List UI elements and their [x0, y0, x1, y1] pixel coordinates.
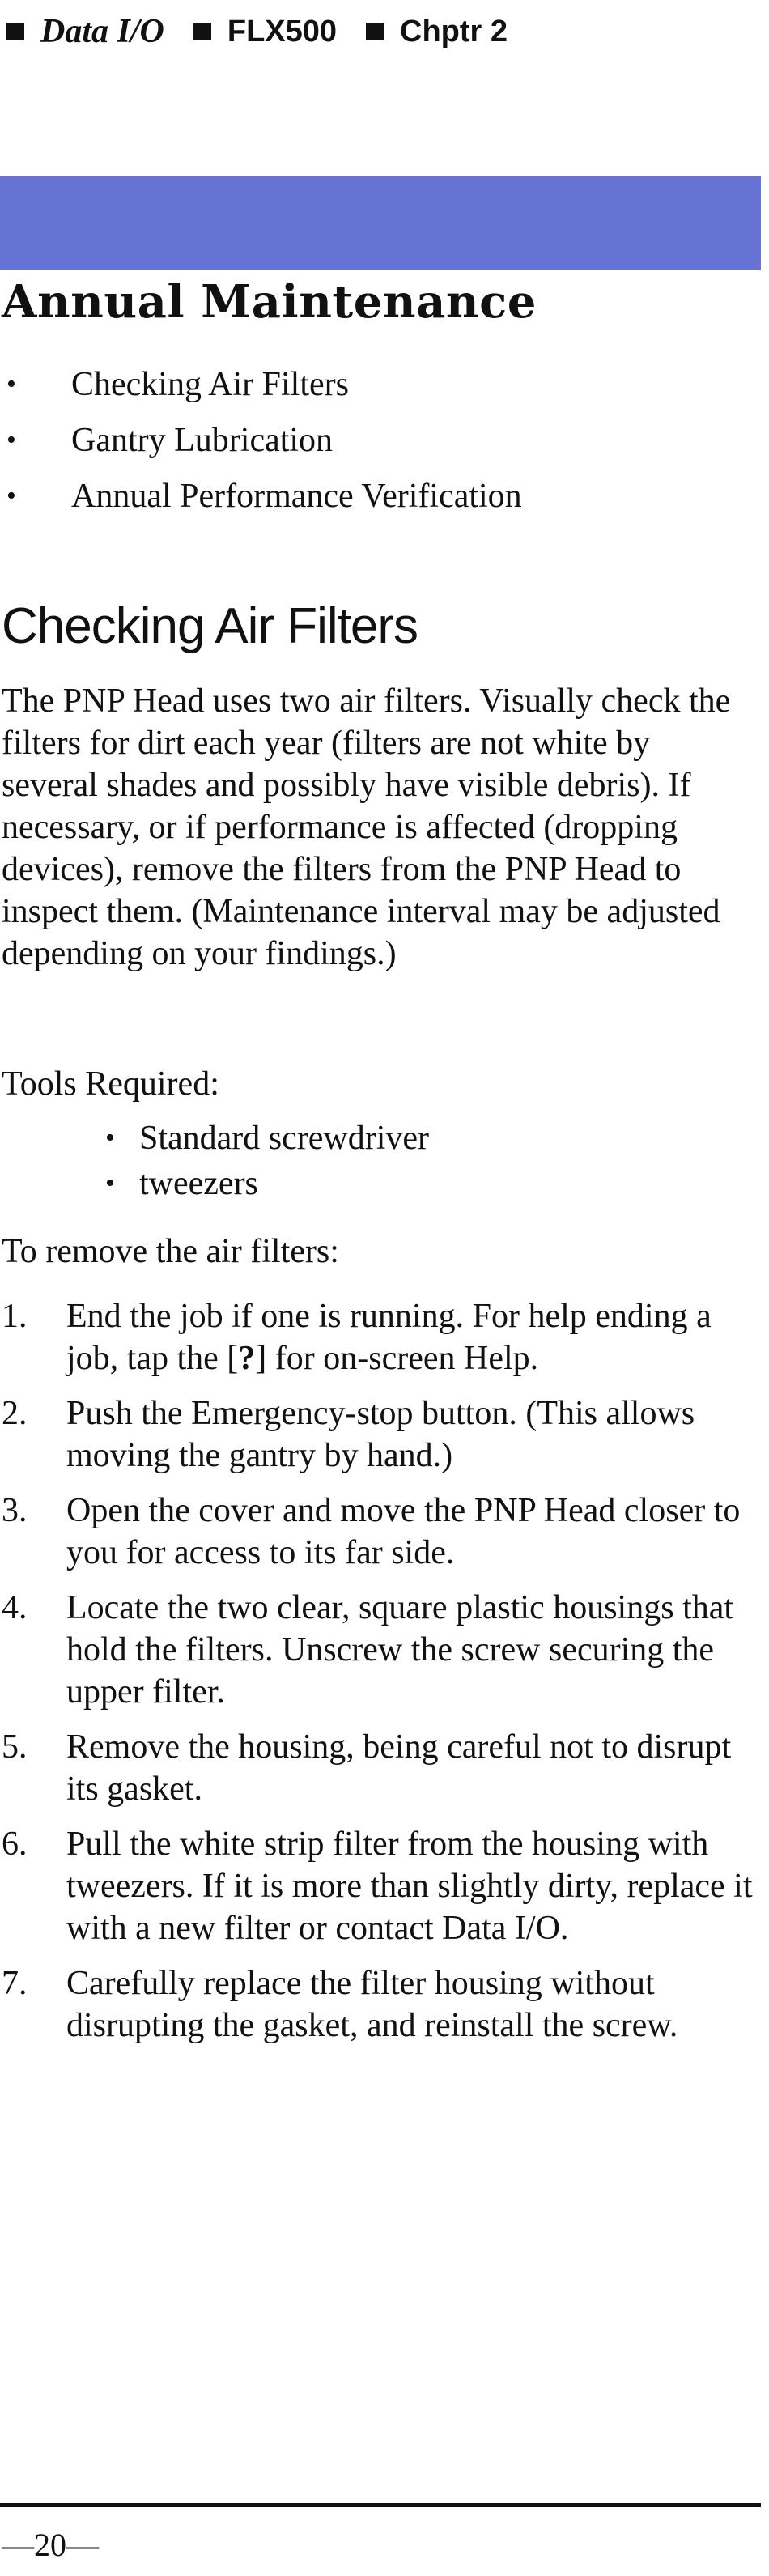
list-item [0, 412, 522, 468]
header-product: FLX500 [227, 15, 338, 49]
chapter-banner [0, 176, 761, 270]
list-item [0, 1295, 761, 1379]
step-text: Carefully replace the filter housing without disrupting the gasket, and reinstall the screw. [66, 1965, 678, 2044]
step-text: Locate the two clear, square plastic housings that hold the filters. Unscrew the screw securing the upper filter. [66, 1589, 734, 1711]
page-number: —20— [2, 2527, 99, 2563]
step-text-part: End the job if one is running. For help ending a job, tap the [ [66, 1298, 712, 1377]
procedure-intro: To remove the air filters: [2, 1233, 339, 1270]
list-item [0, 468, 522, 524]
list-item [105, 1116, 429, 1161]
step-number: 5. [2, 1728, 28, 1766]
running-header [6, 15, 537, 49]
intro-paragraph: The PNP Head uses two air filters. Visually check the filters for dirt each year (filters are not white by several shades and possibly have visible debris). If necessary, or if performance is affected (dropping devices), remove the filters from the PNP Head to inspect them. (Maintenance interval may be adjusted depending on your findings.) [2, 682, 731, 972]
help-symbol: ? [238, 1340, 256, 1377]
step-text [66, 1295, 761, 1379]
list-item [105, 1161, 429, 1206]
tool-label: tweezers [139, 1165, 258, 1202]
tools-required-label: Tools Required: [2, 1065, 219, 1103]
bullet-icon: • [6, 424, 16, 455]
header-chapter: Chptr 2 [400, 15, 508, 49]
tool-label: Standard screwdriver [139, 1120, 430, 1157]
square-bullet-icon [6, 23, 24, 40]
step-text-part: ] for on-screen Help. [255, 1340, 539, 1377]
list-item [0, 1490, 761, 1574]
bullet-icon: • [6, 368, 16, 399]
bullet-icon: • [6, 480, 16, 511]
square-bullet-icon [366, 23, 384, 40]
topic-label: Annual Performance Verification [71, 477, 522, 515]
list-item [0, 356, 522, 412]
list-item [0, 1726, 761, 1810]
footer-rule [0, 2503, 761, 2507]
step-text: Open the cover and move the PNP Head closer to you for access to its far side. [66, 1492, 741, 1571]
square-bullet-icon [193, 23, 211, 40]
list-item [0, 1962, 761, 2047]
step-number: 6. [2, 1826, 28, 1863]
step-number: 1. [2, 1298, 28, 1335]
chapter-topics-list [0, 356, 522, 524]
topic-label: Checking Air Filters [71, 365, 349, 403]
step-text: Remove the housing, being careful not to disrupt its gasket. [66, 1728, 732, 1808]
step-text: Pull the white strip filter from the housing with tweezers. If it is more than slightly dirty, replace it with a new filter or contact Data I/O. [66, 1826, 753, 1947]
procedure-steps [0, 1295, 761, 2060]
topic-label: Gantry Lubrication [71, 421, 334, 459]
bullet-icon: • [105, 1123, 115, 1153]
list-item [0, 1823, 761, 1949]
step-number: 3. [2, 1492, 28, 1529]
header-brand: Data I/O [40, 13, 164, 50]
section-title: Checking Air Filters [2, 598, 418, 654]
list-item [0, 1587, 761, 1713]
bullet-icon: • [105, 1168, 115, 1198]
step-number: 4. [2, 1589, 28, 1626]
chapter-title: Annual Maintenance [2, 275, 537, 329]
step-number: 7. [2, 1965, 28, 2002]
list-item [0, 1392, 761, 1477]
step-number: 2. [2, 1395, 28, 1432]
step-text: Push the Emergency-stop button. (This allows moving the gantry by hand.) [66, 1395, 695, 1474]
tools-list [105, 1116, 429, 1206]
